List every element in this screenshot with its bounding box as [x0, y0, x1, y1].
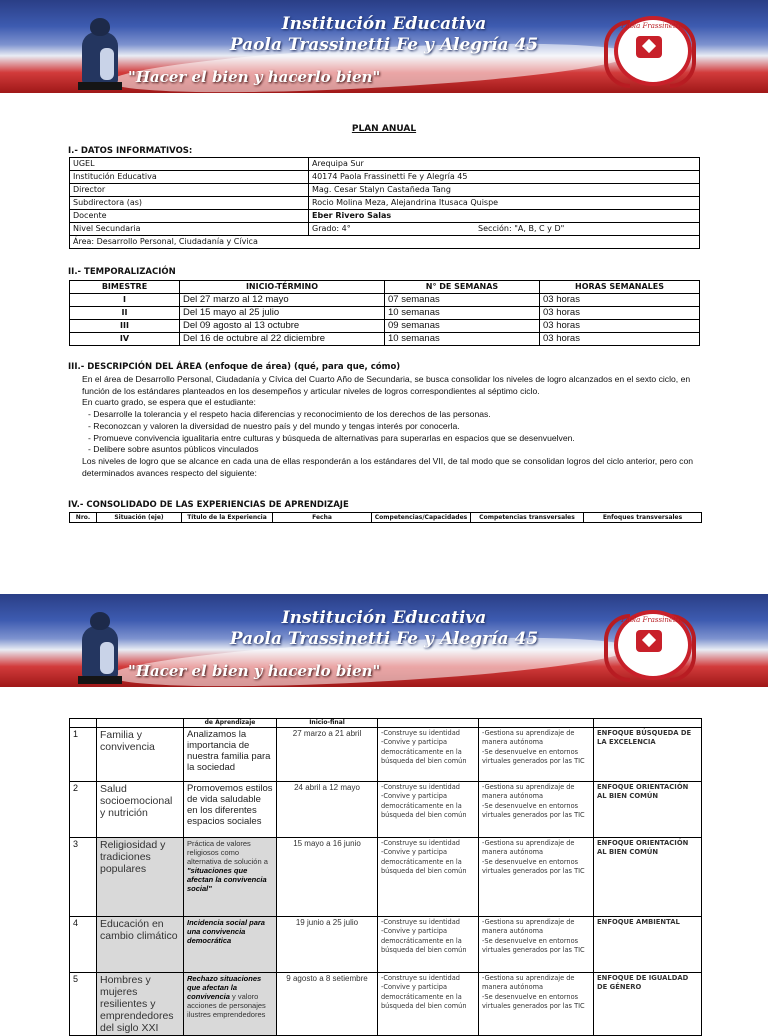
column-header: HORAS SEMANALES	[540, 281, 700, 294]
title-cell	[184, 973, 277, 1036]
transversal-cell: -Gestiona su aprendizaje de manera autónoma -Se desenvuelve en entornos virtuales generados por las TIC	[479, 838, 594, 917]
title-cell	[184, 838, 277, 917]
column-header: N° DE SEMANAS	[385, 281, 540, 294]
competencies-cell: -Construye su identidad -Convive y participa democráticamente en la búsqueda del bien común	[378, 917, 479, 973]
column-header	[594, 719, 702, 728]
table-row	[70, 333, 700, 346]
datos-table	[69, 157, 700, 249]
table-row	[70, 320, 700, 333]
datos-area: Área: Desarrollo Personal, Ciudadanía y Cívica	[70, 236, 700, 249]
column-header	[70, 719, 97, 728]
column-header: Nro.	[70, 513, 97, 523]
column-header	[378, 719, 479, 728]
title-emphasis: Rechazo situaciones que afectan la convivencia	[187, 974, 262, 1001]
section-datos-heading: I.- DATOS INFORMATIVOS:	[68, 146, 193, 156]
table-row	[70, 184, 700, 197]
title-cell: Promovemos estilos de vida saludable en los diferentes espacios sociales	[184, 782, 277, 838]
table-row	[70, 728, 702, 782]
table-row	[70, 158, 700, 171]
enfoque-cell: ENFOQUE BÚSQUEDA DE LA EXCELENCIA	[594, 728, 702, 782]
row-number: 1	[70, 728, 97, 782]
datos-grade: Grado: 4°	[309, 223, 476, 236]
column-header: Competencias/Capacidades	[372, 513, 471, 523]
column-header: Título de la Experiencia	[182, 513, 273, 523]
column-header	[97, 719, 184, 728]
description-paragraph: Los niveles de logro que se alcance en cada una de ellas responderán a los estándares del VII, de tal modo que se consolidan logros del ciclo anterior, pero con determinados avances respecto del siguiente:	[82, 455, 694, 478]
bimestre-cell: II	[70, 307, 180, 320]
list-item: - Promueve convivencia igualitaria entre culturas y búsqueda de alternativas para superarlas en espacios que se desenvuelven.	[88, 433, 702, 445]
dates-cell: Del 27 marzo al 12 mayo	[180, 294, 385, 307]
datos-label: UGEL	[70, 158, 309, 171]
school-banner	[0, 0, 768, 93]
weeks-cell: 10 semanas	[385, 333, 540, 346]
banner-school-name: Paola Trassinetti Fe y Alegría 45	[229, 629, 539, 649]
table-row	[70, 838, 702, 917]
title-cell	[184, 917, 277, 973]
situation-cell: Familia y convivencia	[97, 728, 184, 782]
enfoque-cell: ENFOQUE AMBIENTAL	[594, 917, 702, 973]
expectations-list	[82, 409, 702, 456]
column-header: Enfoques transversales	[584, 513, 702, 523]
title-emphasis: "situaciones que afectan la convivencia social"	[187, 866, 267, 893]
section-descripcion-heading: III.- DESCRIPCIÓN DEL ÁREA (enfoque de área) (qué, para que, cómo)	[68, 362, 401, 372]
table-row	[70, 782, 702, 838]
datos-value: Arequipa Sur	[309, 158, 700, 171]
datos-label: Institución Educativa	[70, 171, 309, 184]
date-cell: 9 agosto a 8 setiembre	[277, 973, 378, 1036]
page2-clip	[0, 700, 768, 1034]
datos-label: Subdirectora (as)	[70, 197, 309, 210]
column-header: BIMESTRE	[70, 281, 180, 294]
list-item: - Desarrolle la tolerancia y el respeto hacia diferencias y reconocimiento de los derechos de las personas.	[88, 409, 702, 421]
column-header: Competencias transversales	[471, 513, 584, 523]
date-cell: 27 marzo a 21 abril	[277, 728, 378, 782]
datos-label: Docente	[70, 210, 309, 223]
banner-motto: "Hacer el bien y hacerlo bien"	[128, 662, 381, 680]
column-header	[479, 719, 594, 728]
datos-section: Sección: "A, B, C y D"	[475, 223, 700, 236]
column-header: Fecha	[273, 513, 372, 523]
row-number: 5	[70, 973, 97, 1036]
title-emphasis: Incidencia social para una convivencia democrática	[187, 918, 265, 945]
title-text: y valoro acciones de personajes ilustres emprendedores	[187, 992, 266, 1019]
enfoque-cell: ENFOQUE ORIENTACIÓN AL BIEN COMÚN	[594, 782, 702, 838]
school-emblem	[600, 8, 700, 88]
table-row	[70, 197, 700, 210]
transversal-cell: -Gestiona su aprendizaje de manera autónoma -Se desenvuelve en entornos virtuales generados por las TIC	[479, 973, 594, 1036]
weeks-cell: 10 semanas	[385, 307, 540, 320]
dates-cell: Del 09 agosto al 13 octubre	[180, 320, 385, 333]
area-description	[82, 374, 702, 479]
situation-cell: Educación en cambio climático	[97, 917, 184, 973]
title-text: Práctica de valores religiosos como alternativa de solución a	[187, 839, 268, 866]
competencies-cell: -Construye su identidad -Convive y participa democráticamente en la búsqueda del bien común	[378, 728, 479, 782]
column-header: INICIO-TÉRMINO	[180, 281, 385, 294]
enfoque-cell: ENFOQUE DE IGUALDAD DE GÉNERO	[594, 973, 702, 1036]
table-row	[70, 917, 702, 973]
section-temporalizacion-heading: II.- TEMPORALIZACIÓN	[68, 267, 176, 277]
competencies-cell: -Construye su identidad -Convive y participa democráticamente en la búsqueda del bien común	[378, 838, 479, 917]
row-number: 4	[70, 917, 97, 973]
transversal-cell: -Gestiona su aprendizaje de manera autónoma -Se desenvuelve en entornos virtuales generados por las TIC	[479, 728, 594, 782]
school-banner-page2	[0, 594, 768, 687]
table-header-row	[70, 281, 700, 294]
enfoque-cell: ENFOQUE ORIENTACIÓN AL BIEN COMÚN	[594, 838, 702, 917]
school-emblem	[600, 602, 700, 682]
page-title: PLAN ANUAL	[351, 124, 417, 134]
situation-cell: Religiosidad y tradiciones populares	[97, 838, 184, 917]
datos-label: Nivel Secundaria	[70, 223, 309, 236]
hours-cell: 03 horas	[540, 320, 700, 333]
dates-cell: Del 16 de octubre al 22 diciembre	[180, 333, 385, 346]
banner-motto: "Hacer el bien y hacerlo bien"	[128, 68, 381, 86]
banner-institution-label: Institución Educativa	[281, 14, 487, 34]
datos-value: Mag. Cesar Stalyn Castañeda Tang	[309, 184, 700, 197]
transversal-cell: -Gestiona su aprendizaje de manera autónoma -Se desenvuelve en entornos virtuales generados por las TIC	[479, 782, 594, 838]
emblem-text: Paola Frassinetti	[621, 616, 681, 624]
competencies-cell: -Construye su identidad -Convive y participa democráticamente en la búsqueda del bien común	[378, 973, 479, 1036]
table-row	[70, 171, 700, 184]
description-paragraph: En el área de Desarrollo Personal, Ciudadanía y Cívica del Cuarto Año de Secundaria, se busca consolidar los niveles de logro alcanzados en el sexto ciclo, en función de los estándares planteados en los desempeños y articular niveles de logros correspondientes al séptimo ciclo.	[82, 374, 691, 396]
experiences-table	[69, 718, 702, 1036]
consolidado-header-table	[69, 512, 702, 523]
datos-value: 40174 Paola Frassinetti Fe y Alegría 45	[309, 171, 700, 184]
banner-institution-label: Institución Educativa	[281, 608, 487, 628]
date-cell: 15 mayo a 16 junio	[277, 838, 378, 917]
table-row	[70, 294, 700, 307]
description-paragraph: En cuarto grado, se espera que el estudiante:	[82, 397, 256, 408]
datos-label: Director	[70, 184, 309, 197]
emblem-text: Paola Frassinetti	[621, 22, 681, 30]
bimestre-cell: IV	[70, 333, 180, 346]
hours-cell: 03 horas	[540, 333, 700, 346]
list-item: - Reconozcan y valoren la diversidad de nuestro país y del mundo y tengas interés por conocerla.	[88, 421, 702, 433]
list-item: - Delibere sobre asuntos públicos vinculados	[88, 444, 702, 456]
table-header-row	[70, 719, 702, 728]
table-row	[70, 210, 700, 223]
column-header: Inicio-final	[277, 719, 378, 728]
column-header: de Aprendizaje	[184, 719, 277, 728]
competencies-cell: -Construye su identidad -Convive y participa democráticamente en la búsqueda del bien común	[378, 782, 479, 838]
hours-cell: 03 horas	[540, 294, 700, 307]
bimestre-cell: III	[70, 320, 180, 333]
hours-cell: 03 horas	[540, 307, 700, 320]
datos-value: Eber Rivero Salas	[309, 210, 700, 223]
row-number: 2	[70, 782, 97, 838]
date-cell: 24 abril a 12 mayo	[277, 782, 378, 838]
title-cell: Analizamos la importancia de nuestra familia para la sociedad	[184, 728, 277, 782]
temporalizacion-table	[69, 280, 700, 346]
table-row	[70, 307, 700, 320]
bimestre-cell: I	[70, 294, 180, 307]
row-number: 3	[70, 838, 97, 917]
dates-cell: Del 15 mayo al 25 julio	[180, 307, 385, 320]
section-consolidado-heading: IV.- CONSOLIDADO DE LAS EXPERIENCIAS DE APRENDIZAJE	[68, 500, 349, 510]
table-row	[70, 973, 702, 1036]
weeks-cell: 09 semanas	[385, 320, 540, 333]
transversal-cell: -Gestiona su aprendizaje de manera autónoma -Se desenvuelve en entornos virtuales generados por las TIC	[479, 917, 594, 973]
weeks-cell: 07 semanas	[385, 294, 540, 307]
banner-school-name: Paola Trassinetti Fe y Alegría 45	[229, 35, 539, 55]
situation-cell: Hombres y mujeres resilientes y emprendedores del siglo XXI	[97, 973, 184, 1036]
table-header-row	[70, 513, 702, 523]
column-header: Situación (eje)	[97, 513, 182, 523]
table-row	[70, 236, 700, 249]
datos-value: Rocio Molina Meza, Alejandrina Itusaca Quispe	[309, 197, 700, 210]
situation-cell: Salud socioemocional y nutrición	[97, 782, 184, 838]
table-row	[70, 223, 700, 236]
date-cell: 19 junio a 25 julio	[277, 917, 378, 973]
